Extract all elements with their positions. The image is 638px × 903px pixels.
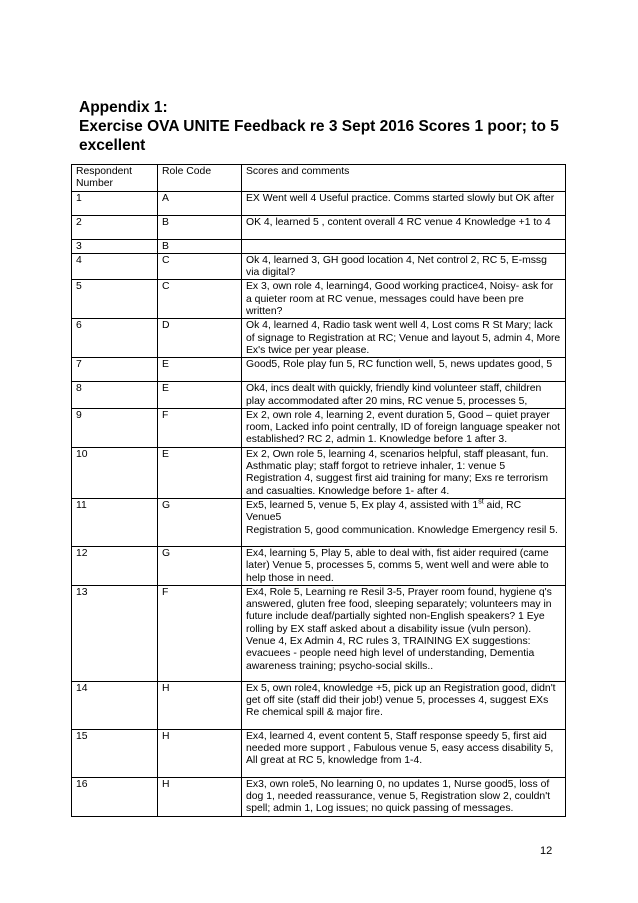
respondent-number: 9	[72, 408, 158, 447]
role-code: H	[158, 777, 242, 816]
ordinal-superscript: st	[478, 498, 484, 506]
comment-paragraph: Venue5	[246, 512, 282, 524]
respondent-number: 12	[72, 546, 158, 585]
appendix-heading	[79, 98, 559, 155]
comment-paragraph: EX Went well 4 Useful practice. Comms started slowly but OK after	[246, 192, 555, 204]
comment-text: Ex5, learned 5, venue 5, Ex play 4, assisted with 1	[246, 499, 479, 511]
table-row	[72, 280, 566, 319]
scores-comments	[242, 319, 566, 358]
feedback-table	[71, 164, 566, 817]
table-row	[72, 546, 566, 585]
table-row	[72, 498, 566, 546]
comment-paragraph: Ok4, incs dealt with quickly, friendly kind volunteer staff, children play accommodated after 20 mins, RC venue 5, processes 5,	[246, 383, 542, 407]
role-code: H	[158, 681, 242, 729]
scores-comments	[242, 239, 566, 253]
exercise-title-line1: Exercise OVA UNITE Feedback re 3 Sept 2016 Scores 1 poor; to 5	[79, 118, 559, 135]
role-code: E	[158, 382, 242, 409]
table-row	[72, 408, 566, 447]
comment-paragraph: Good5, Role play fun 5, RC function well, 5, news updates good, 5	[246, 359, 553, 371]
appendix-title: Appendix 1:	[79, 99, 168, 116]
scores-comments	[242, 546, 566, 585]
scores-comments	[242, 777, 566, 816]
table-row	[72, 447, 566, 498]
table-row	[72, 681, 566, 729]
table-row	[72, 319, 566, 358]
role-code: C	[158, 253, 242, 280]
table-row	[72, 191, 566, 215]
table-row	[72, 239, 566, 253]
role-code: G	[158, 546, 242, 585]
comment-paragraph: Registration 5, good communication. Knowledge Emergency resil 5.	[246, 524, 558, 536]
role-code: A	[158, 191, 242, 215]
role-code: E	[158, 447, 242, 498]
comment-paragraph: Ex4, learned 4, event content 5, Staff response speedy 5, first aid needed more support , Fabulous venue 5, easy access disability 5,	[246, 730, 554, 755]
header-role-code: Role Code	[158, 165, 242, 192]
scores-comments	[242, 585, 566, 681]
role-code: F	[158, 408, 242, 447]
table-row	[72, 253, 566, 280]
respondent-number: 16	[72, 777, 158, 816]
role-code: C	[158, 280, 242, 319]
table-row	[72, 777, 566, 816]
comment-paragraph	[246, 500, 561, 512]
header-scores-comments: Scores and comments	[242, 165, 566, 192]
respondent-number: 15	[72, 729, 158, 777]
scores-comments	[242, 215, 566, 239]
respondent-number: 5	[72, 280, 158, 319]
comment-paragraph: Ex 5, own role4, knowledge +5, pick up an Registration good, didn't get off site (staff did their job!) venue 5, processes 4, suggest EXs	[246, 682, 556, 707]
scores-comments	[242, 253, 566, 280]
comment-text-continued: aid, RC	[483, 499, 522, 511]
exercise-title-line2: excellent	[79, 137, 146, 154]
role-code: H	[158, 729, 242, 777]
scores-comments	[242, 358, 566, 382]
comment-paragraph: Ex 2, Own role 5, learning 4, scenarios helpful, staff pleasant, fun. Asthmatic play; staff forgot to retrieve inhaler, 1: venue 5 Registration 4, suggest first aid training for many; Exs re terrorism and casualties. Knowledge before 1- after 4.	[246, 448, 549, 497]
role-code: E	[158, 358, 242, 382]
role-code: G	[158, 498, 242, 546]
table-header-row	[72, 165, 566, 192]
respondent-number: 10	[72, 447, 158, 498]
comment-paragraph: Re chemical spill & major fire.	[246, 707, 383, 719]
comment-paragraph: Venue 4, Ex Admin 4, RC rules 3, TRAINING EX suggestions: evacuees - people need high level of understanding, Dementia awareness training; psycho-social skills..	[246, 636, 535, 672]
comment-paragraph: Ok 4, learned 3, GH good location 4, Net control 2, RC 5, E-mssg via digital?	[246, 254, 547, 279]
table-row	[72, 358, 566, 382]
comment-paragraph: Ex3, own role5, No learning 0, no updates 1, Nurse good5, loss of dog 1, needed reassurance, venue 5, Registration slow 2, couldn't spell; admin 1, Log issues; no quick passing of messages.	[246, 778, 551, 815]
scores-comments	[242, 681, 566, 729]
comment-paragraph: Ex 3, own role 4, learning4, Good working practice4, Noisy- ask for a quieter room at RC venue, messages could have been pre written?	[246, 281, 554, 318]
table-row	[72, 215, 566, 239]
respondent-number: 7	[72, 358, 158, 382]
respondent-number: 1	[72, 191, 158, 215]
scores-comments	[242, 382, 566, 409]
table-row	[72, 585, 566, 681]
respondent-number: 6	[72, 319, 158, 358]
comment-paragraph: Ex 2, own role 4, learning 2, event duration 5, Good – quiet prayer room, Lacked info point centrally, ID of foreign language speaker not established? RC 2, admin 1. Knowledge before 1 after 3.	[246, 409, 561, 446]
respondent-number: 8	[72, 382, 158, 409]
respondent-number: 3	[72, 239, 158, 253]
comment-paragraph: All great at RC 5, knowledge from 1-4.	[246, 755, 423, 767]
scores-comments	[242, 498, 566, 546]
scores-comments	[242, 191, 566, 215]
comment-paragraph: Ok 4, learned 4, Radio task went well 4, Lost coms R St Mary; lack of signage to Registration at RC; Venue and layout 5, admin 4, More Ex's twice per year please.	[246, 320, 561, 356]
role-code: F	[158, 585, 242, 681]
table-row	[72, 382, 566, 409]
page-number: 12	[540, 845, 553, 857]
respondent-number: 13	[72, 585, 158, 681]
comment-paragraph: OK 4, learned 5 , content overall 4 RC venue 4 Knowledge +1 to 4	[246, 216, 551, 228]
respondent-number: 14	[72, 681, 158, 729]
respondent-number: 11	[72, 498, 158, 546]
comment-paragraph: Ex4, learning 5, Play 5, able to deal with, fist aider required (came later) Venue 5, processes 5, comms 5, went well and were able to help those in need.	[246, 547, 549, 584]
comment-paragraph: Ex4, Role 5, Learning re Resil 3-5, Prayer room found, hygiene q's answered, gluten free food, sleeping separately; volunteers may in future include deaf/partially sighted non-English speakers? 1 Eye rolling by EX staff asked about a disability issue (vuln person).	[246, 586, 552, 635]
scores-comments	[242, 280, 566, 319]
role-code: B	[158, 239, 242, 253]
scores-comments	[242, 729, 566, 777]
scores-comments	[242, 447, 566, 498]
respondent-number: 4	[72, 253, 158, 280]
role-code: D	[158, 319, 242, 358]
respondent-number: 2	[72, 215, 158, 239]
role-code: B	[158, 215, 242, 239]
scores-comments	[242, 408, 566, 447]
table-row	[72, 729, 566, 777]
header-respondent-number: Respondent Number	[72, 165, 158, 192]
